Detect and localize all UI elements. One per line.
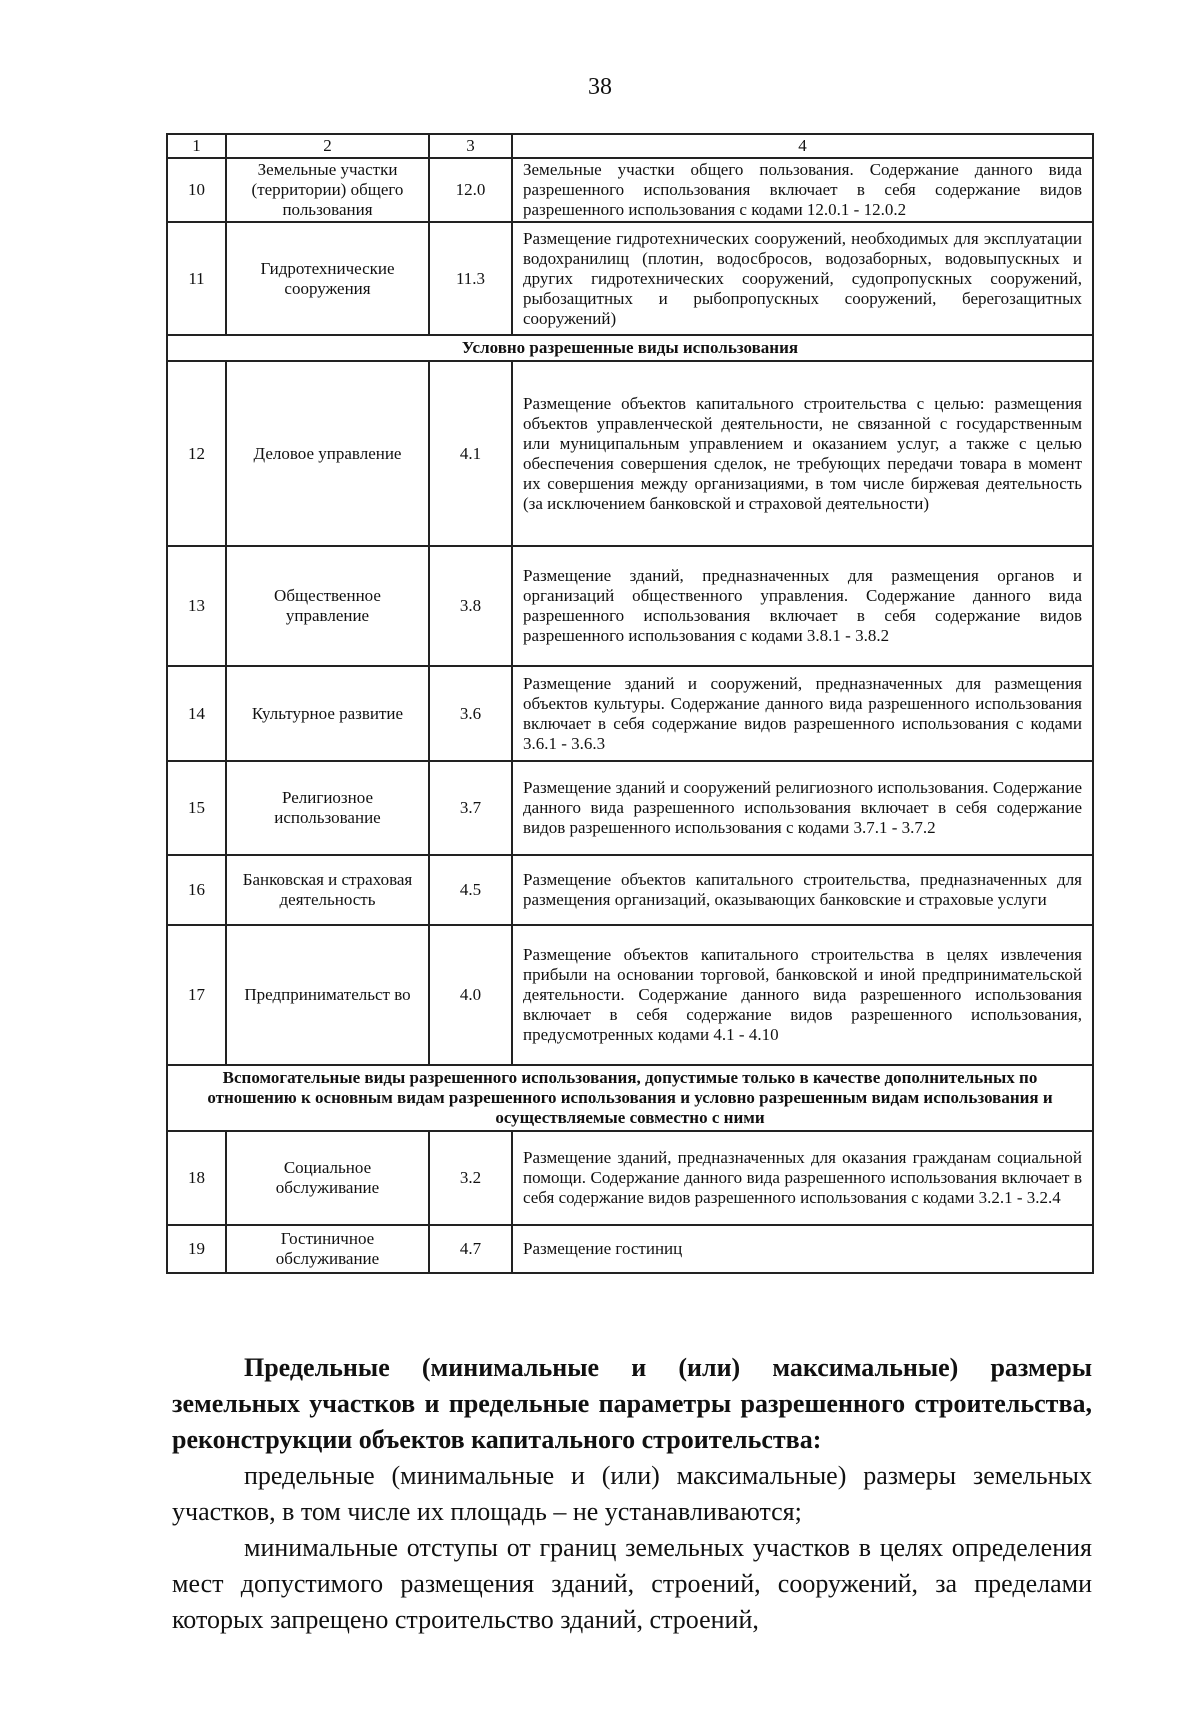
use-type-description: Размещение зданий, предназначенных для оказания гражданам социальной помощи. Содержание данного вида разрешенного использования включает в себя содержание видов разрешенного использования с кодами 3.2.1 - 3.2.4 <box>512 1131 1093 1225</box>
use-type-description: Размещение гостиниц <box>512 1225 1093 1273</box>
row-number: 14 <box>167 666 226 761</box>
table-row <box>167 1131 1093 1225</box>
use-type-description: Земельные участки общего пользования. Содержание данного вида разрешенного использования включает в себя содержание видов разрешенного использования с кодами 12.0.1 - 12.0.2 <box>512 158 1093 222</box>
use-type-code: 4.5 <box>429 855 512 925</box>
body-text <box>172 1350 1092 1638</box>
row-number: 10 <box>167 158 226 222</box>
table-row <box>167 666 1093 761</box>
use-type-code: 3.7 <box>429 761 512 855</box>
use-type-description: Размещение зданий и сооружений, предназначенных для размещения объектов культуры. Содержание данного вида разрешенного использования включает в себя содержание видов разрешенного использования с кодами 3.6.1 - 3.6.3 <box>512 666 1093 761</box>
use-type-name: Банковская и страховая деятельность <box>226 855 429 925</box>
row-number: 18 <box>167 1131 226 1225</box>
table-row <box>167 546 1093 666</box>
use-type-code: 3.8 <box>429 546 512 666</box>
use-type-name: Социальное обслуживание <box>226 1131 429 1225</box>
use-type-code: 4.0 <box>429 925 512 1065</box>
use-type-description: Размещение объектов капитального строительства с целью: размещения объектов управленческой деятельности, не связанной с государственным или муниципальным управлением и оказанием услуг, а также с целью обеспечения совершения сделок, не требующих передачи товара в момент их совершения между организациями, в том числе биржевая деятельность (за исключением банковской и страховой деятельности) <box>512 361 1093 546</box>
table-row <box>167 222 1093 335</box>
use-type-code: 3.2 <box>429 1131 512 1225</box>
use-type-description: Размещение зданий, предназначенных для размещения органов и организаций общественного управления. Содержание данного вида разрешенного использования включает в себя содержание видов разрешенного использования с кодами 3.8.1 - 3.8.2 <box>512 546 1093 666</box>
section-row <box>167 1065 1093 1131</box>
page-number: 38 <box>588 74 612 100</box>
use-type-description: Размещение объектов капитального строительства, предназначенных для размещения организаций, оказывающих банковские и страховые услуги <box>512 855 1093 925</box>
paragraph: предельные (минимальные и (или) максимальные) размеры земельных участков, в том числе их площадь – не устанавливаются; <box>172 1461 1092 1526</box>
row-number: 12 <box>167 361 226 546</box>
use-type-name: Предпринимательст во <box>226 925 429 1065</box>
use-type-name: Общественное управление <box>226 546 429 666</box>
table-row <box>167 761 1093 855</box>
header-cell: 1 <box>167 134 226 158</box>
land-use-table <box>166 133 1094 1274</box>
use-type-name: Деловое управление <box>226 361 429 546</box>
row-number: 11 <box>167 222 226 335</box>
table-header-row <box>167 134 1093 158</box>
row-number: 13 <box>167 546 226 666</box>
use-type-code: 4.1 <box>429 361 512 546</box>
table-row <box>167 855 1093 925</box>
use-type-description: Размещение гидротехнических сооружений, необходимых для эксплуатации водохранилищ (плотин, водосбросов, водозаборных, водовыпускных и других гидротехнических сооружений, судопропускных сооружений, рыбозащитных и рыбопропускных сооружений, берегозащитных сооружений) <box>512 222 1093 335</box>
paragraph: минимальные отступы от границ земельных участков в целях определения мест допустимого размещения зданий, строений, сооружений, за пределами которых запрещено строительство зданий, строений, <box>172 1533 1092 1634</box>
use-type-code: 11.3 <box>429 222 512 335</box>
use-type-description: Размещение зданий и сооружений религиозного использования. Содержание данного вида разрешенного использования включает в себя содержание видов разрешенного использования с кодами 3.7.1 - 3.7.2 <box>512 761 1093 855</box>
table-row <box>167 1225 1093 1273</box>
section-heading: Предельные (минимальные и (или) максимальные) размеры земельных участков и предельные параметры разрешенного строительства, реконструкции объектов капитального строительства: <box>172 1353 1092 1454</box>
table-row <box>167 361 1093 546</box>
header-cell: 3 <box>429 134 512 158</box>
use-type-description: Размещение объектов капитального строительства в целях извлечения прибыли на основании торговой, банковской и иной предпринимательской деятельности. Содержание данного вида разрешенного использования включает в себя содержание видов разрешенного использования, предусмотренных кодами 4.1 - 4.10 <box>512 925 1093 1065</box>
header-cell: 4 <box>512 134 1093 158</box>
use-type-name: Гостиничное обслуживание <box>226 1225 429 1273</box>
use-type-code: 12.0 <box>429 158 512 222</box>
row-number: 16 <box>167 855 226 925</box>
use-type-name: Религиозное использование <box>226 761 429 855</box>
header-cell: 2 <box>226 134 429 158</box>
section-title-auxiliary: Вспомогательные виды разрешенного использования, допустимые только в качестве дополнительных по отношению к основным видам разрешенного использования и условно разрешенным видам использования и осуществляемые совместно с ними <box>167 1065 1093 1131</box>
use-type-name: Гидротехнические сооружения <box>226 222 429 335</box>
table-row <box>167 925 1093 1065</box>
row-number: 19 <box>167 1225 226 1273</box>
section-row <box>167 335 1093 361</box>
table-row <box>167 158 1093 222</box>
row-number: 17 <box>167 925 226 1065</box>
use-type-code: 4.7 <box>429 1225 512 1273</box>
use-type-name: Земельные участки (территории) общего пользования <box>226 158 429 222</box>
section-title-conditional: Условно разрешенные виды использования <box>167 335 1093 361</box>
use-type-code: 3.6 <box>429 666 512 761</box>
use-type-name: Культурное развитие <box>226 666 429 761</box>
row-number: 15 <box>167 761 226 855</box>
